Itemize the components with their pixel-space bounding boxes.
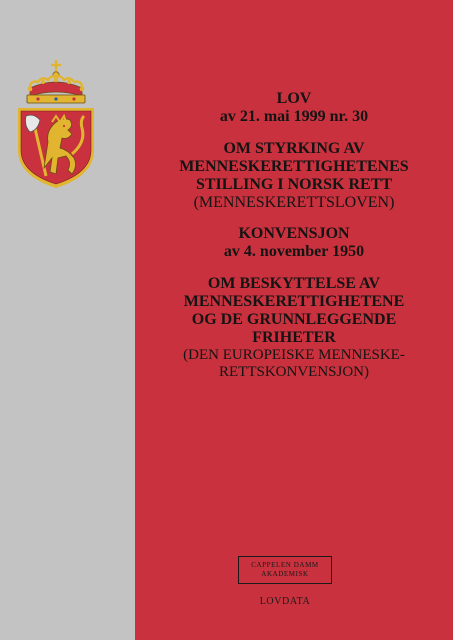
lovdata-label: LOVDATA [259,596,311,607]
convention-subject-line: MENNESKERETTIGHETENE [183,293,405,310]
convention-subject-line: OM BESKYTTELSE AV [207,275,381,292]
publisher-logo [238,556,332,584]
grey-side-band [0,0,135,640]
convention-subject-line: FRIHETER [252,329,336,346]
shield-icon [18,108,94,188]
convention-subject-line: OG DE GRUNNLEGGENDE [191,311,397,328]
coat-of-arms-icon [12,58,100,190]
law-date: av 21. mai 1999 nr. 30 [219,108,369,125]
law-heading: LOV [276,90,312,107]
convention-short-title: RETTSKONVENSJON) [219,364,369,380]
publisher-imprint: AKADEMISK [261,570,309,578]
law-subject-line: STILLING I NORSK RETT [195,176,393,193]
law-subject-line: MENNESKERETTIGHETENES [179,158,409,175]
law-short-title: (MENNESKERETTSLOVEN) [193,194,395,211]
law-subject-line: OM STYRKING AV [223,140,365,157]
convention-date: av 4. november 1950 [223,243,365,260]
publisher-name: CAPPELEN DAMM [251,561,319,569]
crown-icon [27,60,85,103]
convention-short-title: (DEN EUROPEISKE MENNESKE- [183,347,405,363]
convention-heading: KONVENSJON [238,225,350,242]
title-block [135,90,453,381]
